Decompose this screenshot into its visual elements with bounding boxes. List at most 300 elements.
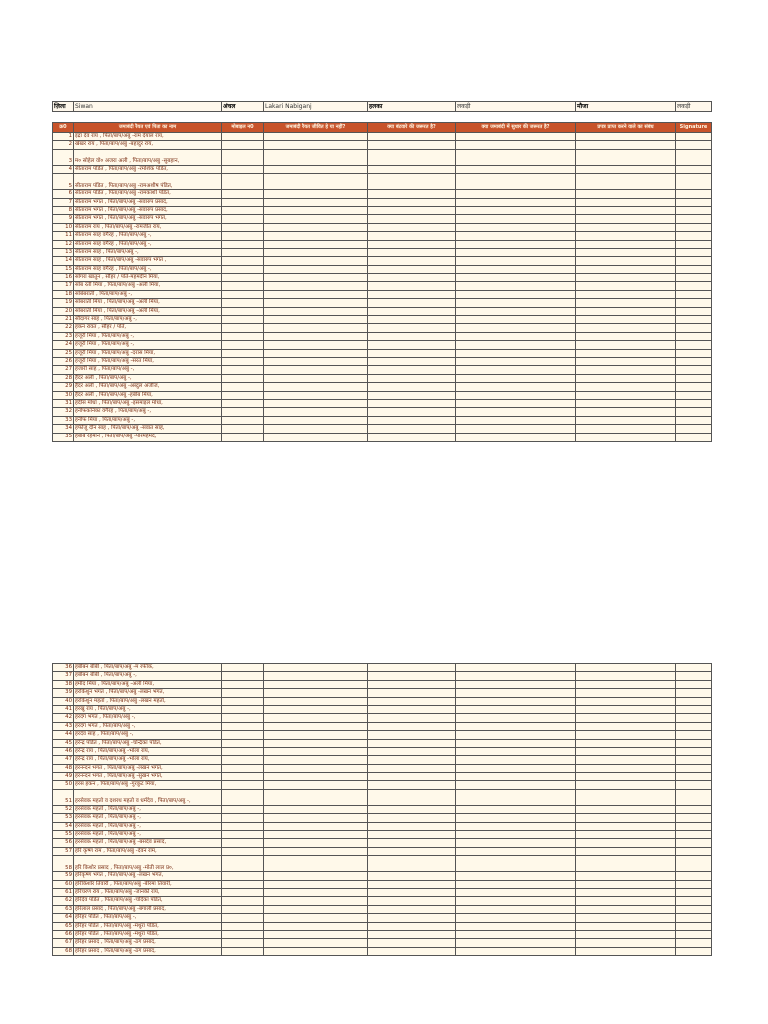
row-relation-cell[interactable] — [576, 198, 676, 206]
row-relation-cell[interactable] — [576, 814, 676, 822]
row-relation-cell[interactable] — [576, 805, 676, 813]
row-correction-cell[interactable] — [456, 408, 576, 416]
row-alive-cell[interactable] — [264, 425, 368, 433]
row-relation-cell[interactable] — [576, 357, 676, 365]
row-partition-cell[interactable] — [368, 257, 456, 265]
row-mobile-cell[interactable] — [222, 232, 264, 240]
row-mobile-cell[interactable] — [222, 789, 264, 805]
row-signature-cell[interactable] — [676, 257, 712, 265]
row-partition-cell[interactable] — [368, 240, 456, 248]
row-relation-cell[interactable] — [576, 416, 676, 424]
row-correction-cell[interactable] — [456, 282, 576, 290]
row-relation-cell[interactable] — [576, 856, 676, 872]
row-alive-cell[interactable] — [264, 814, 368, 822]
row-partition-cell[interactable] — [368, 299, 456, 307]
row-signature-cell[interactable] — [676, 930, 712, 938]
row-mobile-cell[interactable] — [222, 839, 264, 847]
row-signature-cell[interactable] — [676, 922, 712, 930]
row-mobile-cell[interactable] — [222, 223, 264, 231]
row-mobile-cell[interactable] — [222, 872, 264, 880]
row-relation-cell[interactable] — [576, 930, 676, 938]
row-signature-cell[interactable] — [676, 664, 712, 672]
row-signature-cell[interactable] — [676, 947, 712, 955]
row-mobile-cell[interactable] — [222, 880, 264, 888]
row-alive-cell[interactable] — [264, 839, 368, 847]
row-signature-cell[interactable] — [676, 739, 712, 747]
row-partition-cell[interactable] — [368, 789, 456, 805]
row-relation-cell[interactable] — [576, 722, 676, 730]
row-partition-cell[interactable] — [368, 714, 456, 722]
row-correction-cell[interactable] — [456, 206, 576, 214]
row-alive-cell[interactable] — [264, 223, 368, 231]
row-partition-cell[interactable] — [368, 805, 456, 813]
row-signature-cell[interactable] — [676, 383, 712, 391]
row-alive-cell[interactable] — [264, 930, 368, 938]
row-correction-cell[interactable] — [456, 897, 576, 905]
row-signature-cell[interactable] — [676, 215, 712, 223]
row-partition-cell[interactable] — [368, 341, 456, 349]
row-alive-cell[interactable] — [264, 672, 368, 680]
row-alive-cell[interactable] — [264, 947, 368, 955]
row-partition-cell[interactable] — [368, 141, 456, 149]
row-signature-cell[interactable] — [676, 705, 712, 713]
row-signature-cell[interactable] — [676, 747, 712, 755]
row-correction-cell[interactable] — [456, 747, 576, 755]
row-partition-cell[interactable] — [368, 880, 456, 888]
row-alive-cell[interactable] — [264, 680, 368, 688]
row-alive-cell[interactable] — [264, 705, 368, 713]
row-relation-cell[interactable] — [576, 399, 676, 407]
row-mobile-cell[interactable] — [222, 888, 264, 896]
row-partition-cell[interactable] — [368, 872, 456, 880]
row-correction-cell[interactable] — [456, 664, 576, 672]
row-signature-cell[interactable] — [676, 274, 712, 282]
row-relation-cell[interactable] — [576, 781, 676, 789]
row-mobile-cell[interactable] — [222, 198, 264, 206]
row-alive-cell[interactable] — [264, 274, 368, 282]
row-correction-cell[interactable] — [456, 391, 576, 399]
row-partition-cell[interactable] — [368, 731, 456, 739]
row-relation-cell[interactable] — [576, 847, 676, 855]
row-alive-cell[interactable] — [264, 922, 368, 930]
row-mobile-cell[interactable] — [222, 897, 264, 905]
row-correction-cell[interactable] — [456, 165, 576, 173]
row-signature-cell[interactable] — [676, 680, 712, 688]
row-correction-cell[interactable] — [456, 341, 576, 349]
row-mobile-cell[interactable] — [222, 332, 264, 340]
row-relation-cell[interactable] — [576, 680, 676, 688]
row-partition-cell[interactable] — [368, 223, 456, 231]
row-mobile-cell[interactable] — [222, 773, 264, 781]
row-signature-cell[interactable] — [676, 880, 712, 888]
row-alive-cell[interactable] — [264, 805, 368, 813]
row-relation-cell[interactable] — [576, 324, 676, 332]
row-mobile-cell[interactable] — [222, 914, 264, 922]
row-correction-cell[interactable] — [456, 939, 576, 947]
row-alive-cell[interactable] — [264, 190, 368, 198]
row-partition-cell[interactable] — [368, 349, 456, 357]
row-signature-cell[interactable] — [676, 789, 712, 805]
row-relation-cell[interactable] — [576, 215, 676, 223]
row-relation-cell[interactable] — [576, 897, 676, 905]
row-relation-cell[interactable] — [576, 756, 676, 764]
row-relation-cell[interactable] — [576, 133, 676, 141]
row-alive-cell[interactable] — [264, 789, 368, 805]
row-relation-cell[interactable] — [576, 731, 676, 739]
row-alive-cell[interactable] — [264, 357, 368, 365]
row-mobile-cell[interactable] — [222, 705, 264, 713]
row-relation-cell[interactable] — [576, 888, 676, 896]
row-alive-cell[interactable] — [264, 888, 368, 896]
row-relation-cell[interactable] — [576, 672, 676, 680]
row-alive-cell[interactable] — [264, 133, 368, 141]
row-mobile-cell[interactable] — [222, 930, 264, 938]
row-signature-cell[interactable] — [676, 731, 712, 739]
row-partition-cell[interactable] — [368, 274, 456, 282]
row-partition-cell[interactable] — [368, 265, 456, 273]
row-correction-cell[interactable] — [456, 831, 576, 839]
row-alive-cell[interactable] — [264, 822, 368, 830]
row-partition-cell[interactable] — [368, 905, 456, 913]
row-correction-cell[interactable] — [456, 880, 576, 888]
row-signature-cell[interactable] — [676, 773, 712, 781]
row-correction-cell[interactable] — [456, 349, 576, 357]
row-relation-cell[interactable] — [576, 174, 676, 190]
row-mobile-cell[interactable] — [222, 341, 264, 349]
row-partition-cell[interactable] — [368, 664, 456, 672]
row-alive-cell[interactable] — [264, 240, 368, 248]
row-mobile-cell[interactable] — [222, 781, 264, 789]
row-relation-cell[interactable] — [576, 366, 676, 374]
row-mobile-cell[interactable] — [222, 831, 264, 839]
row-mobile-cell[interactable] — [222, 433, 264, 441]
row-relation-cell[interactable] — [576, 316, 676, 324]
row-relation-cell[interactable] — [576, 391, 676, 399]
row-signature-cell[interactable] — [676, 756, 712, 764]
row-signature-cell[interactable] — [676, 856, 712, 872]
row-alive-cell[interactable] — [264, 747, 368, 755]
row-relation-cell[interactable] — [576, 714, 676, 722]
row-partition-cell[interactable] — [368, 773, 456, 781]
row-correction-cell[interactable] — [456, 257, 576, 265]
row-mobile-cell[interactable] — [222, 165, 264, 173]
row-alive-cell[interactable] — [264, 198, 368, 206]
row-signature-cell[interactable] — [676, 697, 712, 705]
row-alive-cell[interactable] — [264, 374, 368, 382]
row-alive-cell[interactable] — [264, 408, 368, 416]
row-relation-cell[interactable] — [576, 349, 676, 357]
row-correction-cell[interactable] — [456, 872, 576, 880]
row-alive-cell[interactable] — [264, 722, 368, 730]
row-alive-cell[interactable] — [264, 756, 368, 764]
row-correction-cell[interactable] — [456, 174, 576, 190]
row-alive-cell[interactable] — [264, 905, 368, 913]
row-relation-cell[interactable] — [576, 831, 676, 839]
row-relation-cell[interactable] — [576, 739, 676, 747]
row-partition-cell[interactable] — [368, 831, 456, 839]
row-signature-cell[interactable] — [676, 689, 712, 697]
row-relation-cell[interactable] — [576, 747, 676, 755]
row-partition-cell[interactable] — [368, 383, 456, 391]
row-relation-cell[interactable] — [576, 206, 676, 214]
row-alive-cell[interactable] — [264, 781, 368, 789]
row-signature-cell[interactable] — [676, 672, 712, 680]
row-alive-cell[interactable] — [264, 282, 368, 290]
row-correction-cell[interactable] — [456, 357, 576, 365]
row-correction-cell[interactable] — [456, 248, 576, 256]
row-partition-cell[interactable] — [368, 705, 456, 713]
row-partition-cell[interactable] — [368, 332, 456, 340]
row-signature-cell[interactable] — [676, 165, 712, 173]
row-relation-cell[interactable] — [576, 274, 676, 282]
row-signature-cell[interactable] — [676, 905, 712, 913]
row-correction-cell[interactable] — [456, 672, 576, 680]
row-partition-cell[interactable] — [368, 324, 456, 332]
row-relation-cell[interactable] — [576, 664, 676, 672]
row-mobile-cell[interactable] — [222, 274, 264, 282]
row-alive-cell[interactable] — [264, 433, 368, 441]
row-partition-cell[interactable] — [368, 814, 456, 822]
row-signature-cell[interactable] — [676, 888, 712, 896]
row-mobile-cell[interactable] — [222, 425, 264, 433]
row-alive-cell[interactable] — [264, 880, 368, 888]
row-partition-cell[interactable] — [368, 897, 456, 905]
row-signature-cell[interactable] — [676, 847, 712, 855]
row-signature-cell[interactable] — [676, 764, 712, 772]
row-signature-cell[interactable] — [676, 232, 712, 240]
row-relation-cell[interactable] — [576, 165, 676, 173]
row-signature-cell[interactable] — [676, 408, 712, 416]
row-signature-cell[interactable] — [676, 133, 712, 141]
row-mobile-cell[interactable] — [222, 689, 264, 697]
row-alive-cell[interactable] — [264, 307, 368, 315]
row-correction-cell[interactable] — [456, 399, 576, 407]
row-partition-cell[interactable] — [368, 847, 456, 855]
row-relation-cell[interactable] — [576, 265, 676, 273]
row-signature-cell[interactable] — [676, 206, 712, 214]
row-correction-cell[interactable] — [456, 789, 576, 805]
row-relation-cell[interactable] — [576, 939, 676, 947]
row-relation-cell[interactable] — [576, 880, 676, 888]
row-partition-cell[interactable] — [368, 198, 456, 206]
row-partition-cell[interactable] — [368, 930, 456, 938]
row-signature-cell[interactable] — [676, 897, 712, 905]
row-relation-cell[interactable] — [576, 257, 676, 265]
row-mobile-cell[interactable] — [222, 814, 264, 822]
row-mobile-cell[interactable] — [222, 299, 264, 307]
row-correction-cell[interactable] — [456, 722, 576, 730]
row-mobile-cell[interactable] — [222, 731, 264, 739]
row-correction-cell[interactable] — [456, 922, 576, 930]
row-signature-cell[interactable] — [676, 914, 712, 922]
row-mobile-cell[interactable] — [222, 133, 264, 141]
row-signature-cell[interactable] — [676, 831, 712, 839]
row-signature-cell[interactable] — [676, 332, 712, 340]
row-relation-cell[interactable] — [576, 839, 676, 847]
row-mobile-cell[interactable] — [222, 240, 264, 248]
row-partition-cell[interactable] — [368, 781, 456, 789]
row-partition-cell[interactable] — [368, 399, 456, 407]
row-partition-cell[interactable] — [368, 357, 456, 365]
row-signature-cell[interactable] — [676, 391, 712, 399]
row-partition-cell[interactable] — [368, 947, 456, 955]
row-partition-cell[interactable] — [368, 149, 456, 165]
row-mobile-cell[interactable] — [222, 349, 264, 357]
row-signature-cell[interactable] — [676, 141, 712, 149]
row-correction-cell[interactable] — [456, 240, 576, 248]
row-mobile-cell[interactable] — [222, 714, 264, 722]
row-alive-cell[interactable] — [264, 341, 368, 349]
row-mobile-cell[interactable] — [222, 822, 264, 830]
row-relation-cell[interactable] — [576, 248, 676, 256]
row-mobile-cell[interactable] — [222, 408, 264, 416]
row-alive-cell[interactable] — [264, 773, 368, 781]
row-correction-cell[interactable] — [456, 805, 576, 813]
row-alive-cell[interactable] — [264, 290, 368, 298]
row-relation-cell[interactable] — [576, 408, 676, 416]
row-alive-cell[interactable] — [264, 215, 368, 223]
row-relation-cell[interactable] — [576, 341, 676, 349]
row-correction-cell[interactable] — [456, 773, 576, 781]
row-alive-cell[interactable] — [264, 257, 368, 265]
row-correction-cell[interactable] — [456, 739, 576, 747]
row-partition-cell[interactable] — [368, 689, 456, 697]
row-alive-cell[interactable] — [264, 697, 368, 705]
row-partition-cell[interactable] — [368, 914, 456, 922]
row-alive-cell[interactable] — [264, 856, 368, 872]
row-mobile-cell[interactable] — [222, 664, 264, 672]
row-mobile-cell[interactable] — [222, 939, 264, 947]
row-mobile-cell[interactable] — [222, 316, 264, 324]
row-mobile-cell[interactable] — [222, 922, 264, 930]
row-correction-cell[interactable] — [456, 905, 576, 913]
row-signature-cell[interactable] — [676, 290, 712, 298]
row-correction-cell[interactable] — [456, 425, 576, 433]
row-signature-cell[interactable] — [676, 939, 712, 947]
row-mobile-cell[interactable] — [222, 174, 264, 190]
row-partition-cell[interactable] — [368, 672, 456, 680]
row-mobile-cell[interactable] — [222, 374, 264, 382]
row-relation-cell[interactable] — [576, 299, 676, 307]
mauja-value[interactable]: लकड़ी — [676, 102, 712, 112]
row-partition-cell[interactable] — [368, 133, 456, 141]
row-partition-cell[interactable] — [368, 232, 456, 240]
row-partition-cell[interactable] — [368, 764, 456, 772]
row-signature-cell[interactable] — [676, 722, 712, 730]
row-correction-cell[interactable] — [456, 215, 576, 223]
row-alive-cell[interactable] — [264, 764, 368, 772]
row-alive-cell[interactable] — [264, 141, 368, 149]
row-signature-cell[interactable] — [676, 814, 712, 822]
row-alive-cell[interactable] — [264, 739, 368, 747]
row-alive-cell[interactable] — [264, 232, 368, 240]
row-correction-cell[interactable] — [456, 705, 576, 713]
row-correction-cell[interactable] — [456, 307, 576, 315]
row-signature-cell[interactable] — [676, 174, 712, 190]
row-partition-cell[interactable] — [368, 391, 456, 399]
district-value[interactable]: Siwan — [74, 102, 222, 112]
row-alive-cell[interactable] — [264, 366, 368, 374]
row-relation-cell[interactable] — [576, 240, 676, 248]
row-correction-cell[interactable] — [456, 223, 576, 231]
row-mobile-cell[interactable] — [222, 383, 264, 391]
row-mobile-cell[interactable] — [222, 391, 264, 399]
row-partition-cell[interactable] — [368, 747, 456, 755]
row-alive-cell[interactable] — [264, 391, 368, 399]
row-correction-cell[interactable] — [456, 374, 576, 382]
row-mobile-cell[interactable] — [222, 399, 264, 407]
row-alive-cell[interactable] — [264, 299, 368, 307]
row-partition-cell[interactable] — [368, 856, 456, 872]
row-partition-cell[interactable] — [368, 433, 456, 441]
row-mobile-cell[interactable] — [222, 805, 264, 813]
row-relation-cell[interactable] — [576, 374, 676, 382]
row-relation-cell[interactable] — [576, 689, 676, 697]
row-partition-cell[interactable] — [368, 165, 456, 173]
row-correction-cell[interactable] — [456, 947, 576, 955]
row-signature-cell[interactable] — [676, 223, 712, 231]
row-partition-cell[interactable] — [368, 888, 456, 896]
row-correction-cell[interactable] — [456, 856, 576, 872]
row-mobile-cell[interactable] — [222, 947, 264, 955]
row-partition-cell[interactable] — [368, 366, 456, 374]
row-signature-cell[interactable] — [676, 240, 712, 248]
row-partition-cell[interactable] — [368, 722, 456, 730]
row-correction-cell[interactable] — [456, 299, 576, 307]
row-alive-cell[interactable] — [264, 206, 368, 214]
row-alive-cell[interactable] — [264, 689, 368, 697]
row-alive-cell[interactable] — [264, 324, 368, 332]
row-correction-cell[interactable] — [456, 914, 576, 922]
row-signature-cell[interactable] — [676, 839, 712, 847]
row-mobile-cell[interactable] — [222, 847, 264, 855]
row-signature-cell[interactable] — [676, 357, 712, 365]
row-correction-cell[interactable] — [456, 888, 576, 896]
row-correction-cell[interactable] — [456, 689, 576, 697]
row-mobile-cell[interactable] — [222, 290, 264, 298]
row-alive-cell[interactable] — [264, 349, 368, 357]
block-value[interactable]: Lakari Nabiganj — [264, 102, 368, 112]
row-signature-cell[interactable] — [676, 872, 712, 880]
row-partition-cell[interactable] — [368, 756, 456, 764]
row-mobile-cell[interactable] — [222, 215, 264, 223]
row-partition-cell[interactable] — [368, 425, 456, 433]
row-mobile-cell[interactable] — [222, 324, 264, 332]
row-signature-cell[interactable] — [676, 805, 712, 813]
row-alive-cell[interactable] — [264, 714, 368, 722]
row-alive-cell[interactable] — [264, 332, 368, 340]
row-correction-cell[interactable] — [456, 324, 576, 332]
row-alive-cell[interactable] — [264, 664, 368, 672]
row-mobile-cell[interactable] — [222, 739, 264, 747]
row-mobile-cell[interactable] — [222, 257, 264, 265]
row-signature-cell[interactable] — [676, 366, 712, 374]
row-relation-cell[interactable] — [576, 141, 676, 149]
row-correction-cell[interactable] — [456, 265, 576, 273]
row-partition-cell[interactable] — [368, 922, 456, 930]
row-partition-cell[interactable] — [368, 307, 456, 315]
row-relation-cell[interactable] — [576, 190, 676, 198]
row-correction-cell[interactable] — [456, 930, 576, 938]
row-partition-cell[interactable] — [368, 190, 456, 198]
row-mobile-cell[interactable] — [222, 416, 264, 424]
row-mobile-cell[interactable] — [222, 722, 264, 730]
row-mobile-cell[interactable] — [222, 357, 264, 365]
row-alive-cell[interactable] — [264, 731, 368, 739]
row-partition-cell[interactable] — [368, 416, 456, 424]
row-relation-cell[interactable] — [576, 290, 676, 298]
row-correction-cell[interactable] — [456, 133, 576, 141]
